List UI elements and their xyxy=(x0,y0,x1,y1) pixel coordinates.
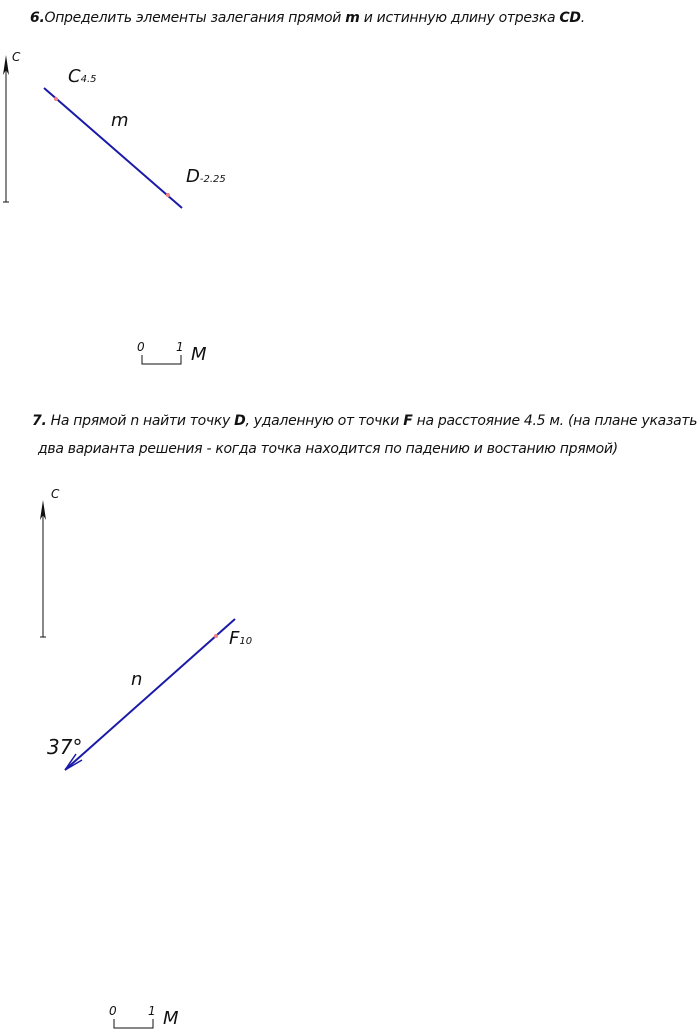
task6-scale-zero: 0 xyxy=(137,340,145,354)
task6-scale-one: 1 xyxy=(176,340,184,354)
task6-point-d xyxy=(166,193,170,197)
task7-point-name: D xyxy=(234,413,246,429)
task6-text-a: Определить элементы залегания прямой xyxy=(44,10,346,26)
task6-line-m xyxy=(44,88,182,208)
task7-axis xyxy=(40,500,46,637)
task7-point-f xyxy=(214,634,218,638)
task7-scale-bar xyxy=(114,1019,153,1028)
task6-scale-unit: M xyxy=(191,344,207,365)
task7-text-line1c: на расстояние 4.5 м. (на плане указать xyxy=(412,413,697,429)
task6-point-d-name: D xyxy=(186,166,200,187)
task7-scale-unit: M xyxy=(163,1008,179,1029)
task7-angle-label: 37° xyxy=(47,735,83,759)
task7-axis-label: C xyxy=(51,487,60,501)
task6-line-name: m xyxy=(345,10,360,26)
task7-point-f-name: F xyxy=(403,413,413,429)
task6-scale-bar xyxy=(142,355,181,364)
task7-text-line1: На прямой n найти точку xyxy=(46,413,235,429)
task7-line-n xyxy=(65,619,235,770)
task6-line-label: m xyxy=(111,110,129,131)
task7-line-label: n xyxy=(131,669,143,690)
task7-number: 7. xyxy=(32,413,47,429)
task6-point-c-name: C xyxy=(68,66,81,87)
task6-axis xyxy=(3,55,9,202)
task6-point-c xyxy=(54,97,58,101)
task6-point-d-elev: -2.25 xyxy=(199,174,226,185)
task6-segment: CD xyxy=(559,10,581,26)
task6-point-d-label xyxy=(186,166,226,187)
task6-text-b: и истинную длину отрезка xyxy=(359,10,560,26)
task7-scale-zero: 0 xyxy=(109,1004,117,1018)
task7-point-f-elev: 10 xyxy=(239,636,253,647)
task6-number: 6. xyxy=(30,10,45,26)
task6-point-c-elev: 4.5 xyxy=(80,74,97,85)
task7-text-line1b: , удаленную от точки xyxy=(245,413,404,429)
task7-scale-one: 1 xyxy=(148,1004,156,1018)
task7-heading-line2: два варианта решения - когда точка находится по падению и востанию прямой) xyxy=(38,441,618,457)
task7-point-f-name: F xyxy=(229,628,240,649)
task6-text-c: . xyxy=(580,10,585,26)
task7-point-f-label xyxy=(229,628,252,649)
task6-point-c-label xyxy=(68,66,96,87)
task6-axis-label: C xyxy=(12,50,21,64)
